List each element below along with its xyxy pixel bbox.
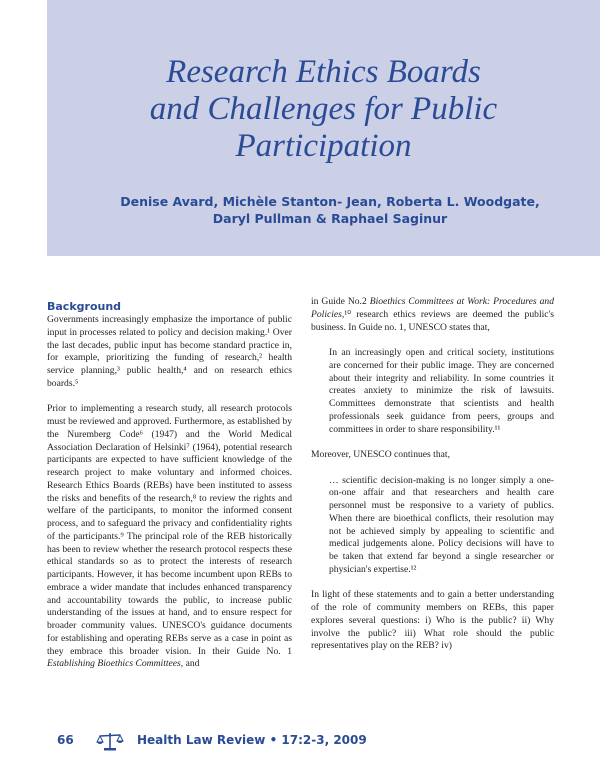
right-column bbox=[311, 296, 554, 653]
block-quote-1: In an increasingly open and critical society, institutions are concerned for their public image. They are concerned about their integrity and reliability. In some countries it creates anxiety to minimize the risk of lawsuits. Committees demonstrate that scientists and health professionals seek guidance from peers, groups and committees in order to share responsibility.¹¹ bbox=[329, 347, 554, 435]
title-line-1: Research Ethics Boards bbox=[166, 54, 481, 90]
paragraph-questions: In light of these statements and to gain a better understanding of the role of community members on REBs, this paper explores several questions: i) Who is the public? ii) Why involve the public? iii) What role should the public representatives play on the REB? iv) bbox=[311, 589, 554, 652]
author-list bbox=[60, 193, 600, 227]
paragraph-reb-role-text: Prior to implementing a research study, all research protocols must be reviewed and approved. Furthermore, as established by the Nuremberg Code⁶ (1947) and the World Medical Association Declaration of Helsinki⁷ (1964), potential research participants are expected to have sufficient knowledge of the research project to make voluntary and informed choices. Research Ethics Boards (REBs) have been instituted to assess the risks and benefits of the research,⁸ to review the rights and welfare of the participants, to monitor the informed consent process, and to safeguard the privacy and confidentiality rights of the participants.⁹ The principal role of the REB historically has been to review whether the research protocol respects these ethical standards so as to protect the interests of research participants. However, it has become incumbent upon REBs to embrace a wider mandate that includes enhanced transparency and accountability towards the public, to increase public understanding of the issues at hand, and to ensure respect for broader community values. UNESCO's guidance documents for establishing and operating REBs serve as a case in point as they embrace this broader vision. In their Guide No. 1 bbox=[47, 403, 292, 657]
section-heading-background: Background bbox=[47, 300, 122, 313]
paragraph-reb-role-end: , and bbox=[180, 658, 200, 670]
guide-2-suffix: ¹⁰ research ethics reviews are deemed the public's business. In Guide no. 1, UNESCO states that, bbox=[311, 308, 554, 333]
article-title bbox=[47, 54, 600, 165]
guide-2-prefix: in Guide No.2 bbox=[311, 296, 367, 307]
paragraph-public-input: Governments increasingly emphasize the importance of public input in processes related to policy and decision making.¹ Over the last decades, public input has become standard practice in, for example, prioritizing the funding of research,² health service planning,³ public health,⁴ and on research ethics boards.⁵ bbox=[47, 314, 292, 389]
paragraph-guide-2 bbox=[311, 296, 554, 334]
guide-2-title: Bioethics Committees at Work: Procedures and Policies, bbox=[311, 296, 554, 320]
paragraph-moreover: Moreover, UNESCO continues that, bbox=[311, 449, 450, 460]
title-line-2: and Challenges for Public bbox=[149, 91, 498, 127]
paragraph-reb-role bbox=[47, 403, 292, 671]
page-number: 66 bbox=[57, 733, 74, 747]
authors-line-2: Daryl Pullman & Raphael Saginur bbox=[212, 211, 448, 226]
guide-1-title: Establishing Bioethics Committees bbox=[47, 658, 181, 670]
left-column bbox=[47, 296, 292, 671]
journal-citation: Health Law Review • 17:2-3, 2009 bbox=[137, 733, 367, 747]
authors-line-1: Denise Avard, Michèle Stanton- Jean, Roberta L. Woodgate, bbox=[120, 194, 540, 209]
block-quote-2: … scientific decision-making is no longer simply a one-on-one affair and that researchers and health care personnel must be responsive to a variety of publics. When there are bioethical conflicts, their resolution may not be achieved simply by appealing to scientific and medical judgements alone. Policy decisions will have to be taken that extend far beyond a single researcher or physician's expertise.¹² bbox=[329, 474, 554, 575]
title-line-3: Participation bbox=[235, 128, 412, 164]
scales-logo-icon bbox=[95, 730, 125, 752]
page-footer bbox=[47, 730, 567, 754]
